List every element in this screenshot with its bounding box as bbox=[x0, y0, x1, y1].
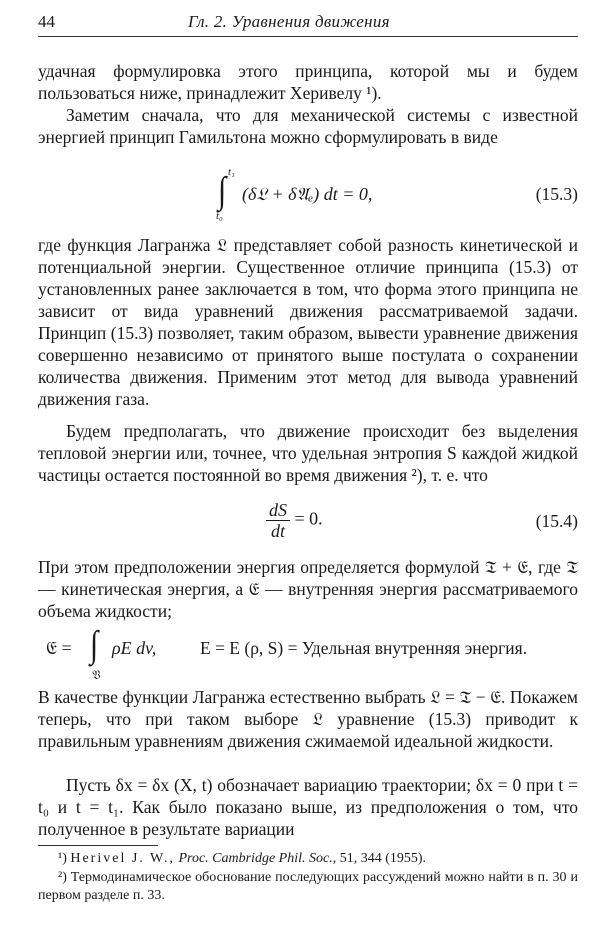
volume-integral-sign: ∫ bbox=[90, 623, 99, 665]
running-title: Гл. 2. Уравнения движения bbox=[188, 12, 390, 31]
integral-upper-limit: t₁ bbox=[228, 166, 235, 178]
footnote-2-text: ²) Термодинамическое обоснование последующих рассуждений можно найти в п. 30 и первом разделе п. 33. bbox=[38, 870, 578, 903]
energy-lhs: 𝔈 = bbox=[46, 638, 72, 658]
paragraph-3-text: где функция Лагранжа 𝔏 представляет собой разность кинетической и потенциальной энергии. Существенное отличие принципа (15.3) от установленных ранее заключается в том, что форма этого принципа не зависит от вида уравнений движения рассматриваемой задачи. Принцип (15.3) позволяет, таким образом, вывести уравнение движения совершенно независимо от принятого выше постулата о сохранении количества движения. Применим этот метод для вывода уравнений движения газа. bbox=[38, 235, 578, 409]
footnote-rule bbox=[38, 845, 158, 846]
paragraph-3 bbox=[38, 234, 578, 410]
energy-integrand: ρE dv, bbox=[112, 638, 157, 658]
equation-15-3-number: (15.3) bbox=[535, 184, 578, 204]
page-number: 44 bbox=[38, 12, 55, 31]
equation-15-3-expression: (δ𝔏 + δ𝔄ₑ) dt = 0, bbox=[242, 184, 373, 204]
specific-energy-definition: E = E (ρ, S) = Удельная внутренняя энергия. bbox=[200, 638, 528, 658]
fraction-numerator: dS bbox=[266, 500, 290, 521]
page-header bbox=[38, 10, 578, 37]
paragraph-1 bbox=[38, 60, 578, 104]
fraction-dS-dt bbox=[266, 500, 323, 541]
fraction-denominator: dt bbox=[270, 521, 285, 541]
paragraph-6 bbox=[38, 686, 578, 752]
equation-15-4-number: (15.4) bbox=[535, 511, 578, 531]
paragraph-5-text: При этом предположении энергия определяется формулой 𝔗 + 𝔈, где 𝔗 — кинетическая энергия, а 𝔈 — внутренняя энергия рассматриваемого объема жидкости; bbox=[38, 557, 578, 621]
equation-15-4 bbox=[38, 500, 578, 546]
footnote-1-journal: Proc. Cambridge Phil. Soc., bbox=[178, 851, 337, 866]
integral-sign: ∫ bbox=[218, 169, 227, 211]
paragraph-5 bbox=[38, 556, 578, 622]
paragraph-7-text: Пусть δx = δx (X, t) обозначает вариацию траектории; δx = 0 при t = t₀ и t = t₁. Как было показано выше, из предположения о том, что полученное в результате вариации bbox=[38, 775, 578, 839]
equation-energy bbox=[38, 624, 578, 684]
paragraph-6-text: В качестве функции Лагранжа естественно выбрать 𝔏 = 𝔗 − 𝔈. Покажем теперь, что при таком выборе 𝔏 уравнение (15.3) приводит к правильным уравнениям движения сжимаемой идеальной жидкости. bbox=[38, 687, 578, 751]
footnote-1-mark: ¹) bbox=[58, 851, 67, 866]
paragraph-2 bbox=[38, 104, 578, 148]
paragraph-1-text: удачная формулировка этого принципа, которой мы и будем пользоваться ниже, принадлежит Херивелу ¹). bbox=[38, 61, 578, 103]
footnote-1 bbox=[38, 850, 578, 868]
volume-integral-domain: 𝔙 bbox=[92, 668, 101, 682]
book-page bbox=[38, 0, 578, 928]
paragraph-4-text: Будем предполагать, что движение происходит без выделения тепловой энергии или, точнее, что удельная энтропия S каждой жидкой частицы остается постоянной во время движения ²), т. е. что bbox=[38, 421, 578, 485]
paragraph-4 bbox=[38, 420, 578, 486]
paragraph-7 bbox=[38, 774, 578, 840]
paragraph-2-text: Заметим сначала, что для механической системы с известной энергией принцип Гамильтона можно сформулировать в виде bbox=[38, 105, 578, 147]
equation-15-4-rhs: = 0. bbox=[294, 508, 323, 529]
footnote-2 bbox=[38, 869, 578, 905]
integral-lower-limit: t₀ bbox=[216, 210, 223, 222]
footnote-1-author: Herivel J. W., bbox=[70, 851, 175, 866]
equation-15-3 bbox=[38, 166, 578, 226]
footnote-1-reference: 51, 344 (1955). bbox=[339, 851, 427, 866]
